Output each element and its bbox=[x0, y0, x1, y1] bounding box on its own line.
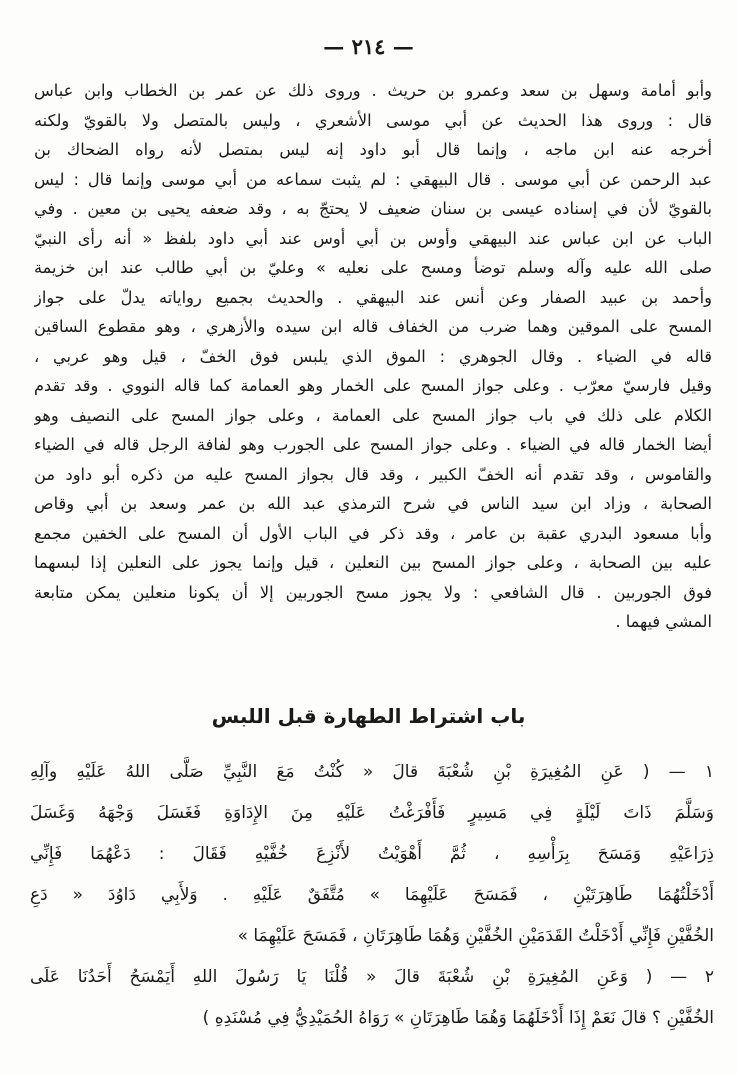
text-line: بالقويّ لأن في إسناده عيسى بن سنان ضعيف لا يحتجّ به ، وقد ضعفه يحيى بن معين . وفي bbox=[34, 199, 712, 218]
text-line: عليه بين الصحابة ، وعلى جواز المسح بين النعلين ، قيل وإنما يجوز على النعلين إذا لبسهما bbox=[34, 553, 712, 572]
text-line: المسح على الموقين وهما ضرب من الخفاف قاله ابن سيده والأزهري ، وهو مقطوع الساقين bbox=[34, 317, 712, 336]
commentary-block bbox=[34, 76, 712, 637]
text-line: وأبا مسعود البدري عقبة بن عامر ، وقد ذكر في الباب الأول أن المسح على الخفين مجمع bbox=[34, 523, 712, 543]
chapter-title: باب اشتراط الطهارة قبل اللبس bbox=[211, 704, 526, 728]
text-line: وأبو أمامة وسهل بن سعد وعمرو بن حريث . وروى ذلك عن عمر بن الخطاب وابن عباس bbox=[34, 81, 712, 100]
text-line: الكلام على ذلك في باب جواز المسح على العمامة ، وعلى جواز المسح على النصيف وهو bbox=[34, 405, 712, 425]
page-number: — ٢١٤ — bbox=[323, 34, 414, 59]
text-line: صلى الله عليه وآله وسلم توضأ ومسح على نعليه » وعليّ بن أبي طالب عند ابن خزيمة bbox=[34, 258, 712, 277]
hadith-block bbox=[30, 752, 714, 1039]
text-line: وقيل فارسيّ معرّب . وعلى جواز المسح على الخمار وهو العمامة كما قاله النووي . وقد تقدم bbox=[34, 376, 712, 395]
text-line: قاله في الضياء . وقال الجوهري : الموق الذي يلبس فوق الخفّ ، قيل وهو عربي ، bbox=[34, 346, 712, 366]
text-line: والقاموس ، وقد تقدم أنه الخفّ الكبير ، وقد قال بجواز المسح عليه من ذكره أبو داود من bbox=[34, 464, 712, 484]
hadith-line: ٢ — ( وَعَنِ المُغِيرَةِ بْنِ شُعْبَةَ قالَ « قُلْنَا يَا رَسُولَ اللهِ أَيَمْسَحُ أَحَدُنَا عَلَى bbox=[30, 967, 714, 987]
text-line: عبد الرحمن عن أبي موسى . قال البيهقي : لم يثبت سماعه من أبي موسى وإنما قال : ليس bbox=[34, 169, 712, 189]
text-line: فوق الجوربين . قال الشافعي : ولا يجوز مسح الجوربين إلا أن يكونا منعلين يمكن متابعة bbox=[34, 582, 712, 602]
hadith-line: الخُفَّيْنِ ؟ قالَ نَعَمْ إِذَا أَدْخَلَهُمَا وَهُمَا طَاهِرَتَانِ » رَوَاهُ الحُمَيْدِيُّ فِي مُسْنَدِهِ ) bbox=[202, 1008, 714, 1028]
text-line: الباب عن ابن عباس عند البيهقي وأوس بن أبي أوس عند أبي داود بلفظ « أنه رأى النبيّ bbox=[34, 228, 712, 248]
text-line: أيضا الخمار قاله في الضياء . وعلى جواز المسح على الجورب وهو لفافة الرجل قاله في الضياء bbox=[34, 435, 712, 454]
text-line: المشي فيهما . bbox=[615, 612, 712, 631]
text-line: أخرجه عنه ابن ماجه ، وإنما قال أبو داود إنه ليس بمتصل لأنه رواه الضحاك بن bbox=[34, 140, 712, 159]
text-line: وأحمد بن عبيد الصفار وعن أنس عند البيهقي . والحديث بجميع رواياته يدلّ على جواز bbox=[34, 287, 712, 307]
text-line: قال : وروى هذا الحديث عن أبي موسى الأشعري ، وليس بالمتصل ولا بالقويّ ولكنه bbox=[34, 110, 712, 130]
hadith-line: أَدْخَلْتُهُمَا طَاهِرَتَيْنِ ، فَمَسَحَ عَلَيْهِمَا » مُتَّفَقٌ عَلَيْهِ . وَلأَبِي دَاوُدَ « دَعِ bbox=[30, 885, 714, 905]
hadith-line: ذِرَاعَيْهِ وَمَسَحَ بِرَأْسِهِ ، ثُمَّ أَهْوَيْتُ لأَنْزِعَ خُفَّيْهِ فَقَالَ : دَعْهُمَا فَإِنِّي bbox=[30, 844, 714, 864]
hadith-line: ١ — ( عَنِ المُغِيرَةِ بْنِ شُعْبَةَ قالَ « كُنْتُ مَعَ النَّبِيِّ صَلَّى اللهُ عَلَيْهِ وآلِهِ bbox=[30, 762, 714, 782]
text-line: الصحابة ، وزاد ابن سيد الناس في شرح الترمذي عبد الله بن عمر وسعد بن أبي وقاص bbox=[34, 494, 712, 513]
hadith-line: الخُفَّيْنِ فَإِنِّي أَدْخَلْتُ القَدَمَيْنِ الخُفَّيْنِ وَهُمَا طَاهِرَتَانِ ، فَمَسَحَ عَلَيْهِمَا » bbox=[237, 926, 714, 946]
hadith-line: وَسَلَّمَ ذَاتَ لَيْلَةٍ فِي مَسِيرٍ فَأَفْرَغْتُ عَلَيْهِ مِنَ الإِدَاوَةِ فَغَسَلَ وَجْهَهُ وَغَسَلَ bbox=[30, 803, 714, 823]
